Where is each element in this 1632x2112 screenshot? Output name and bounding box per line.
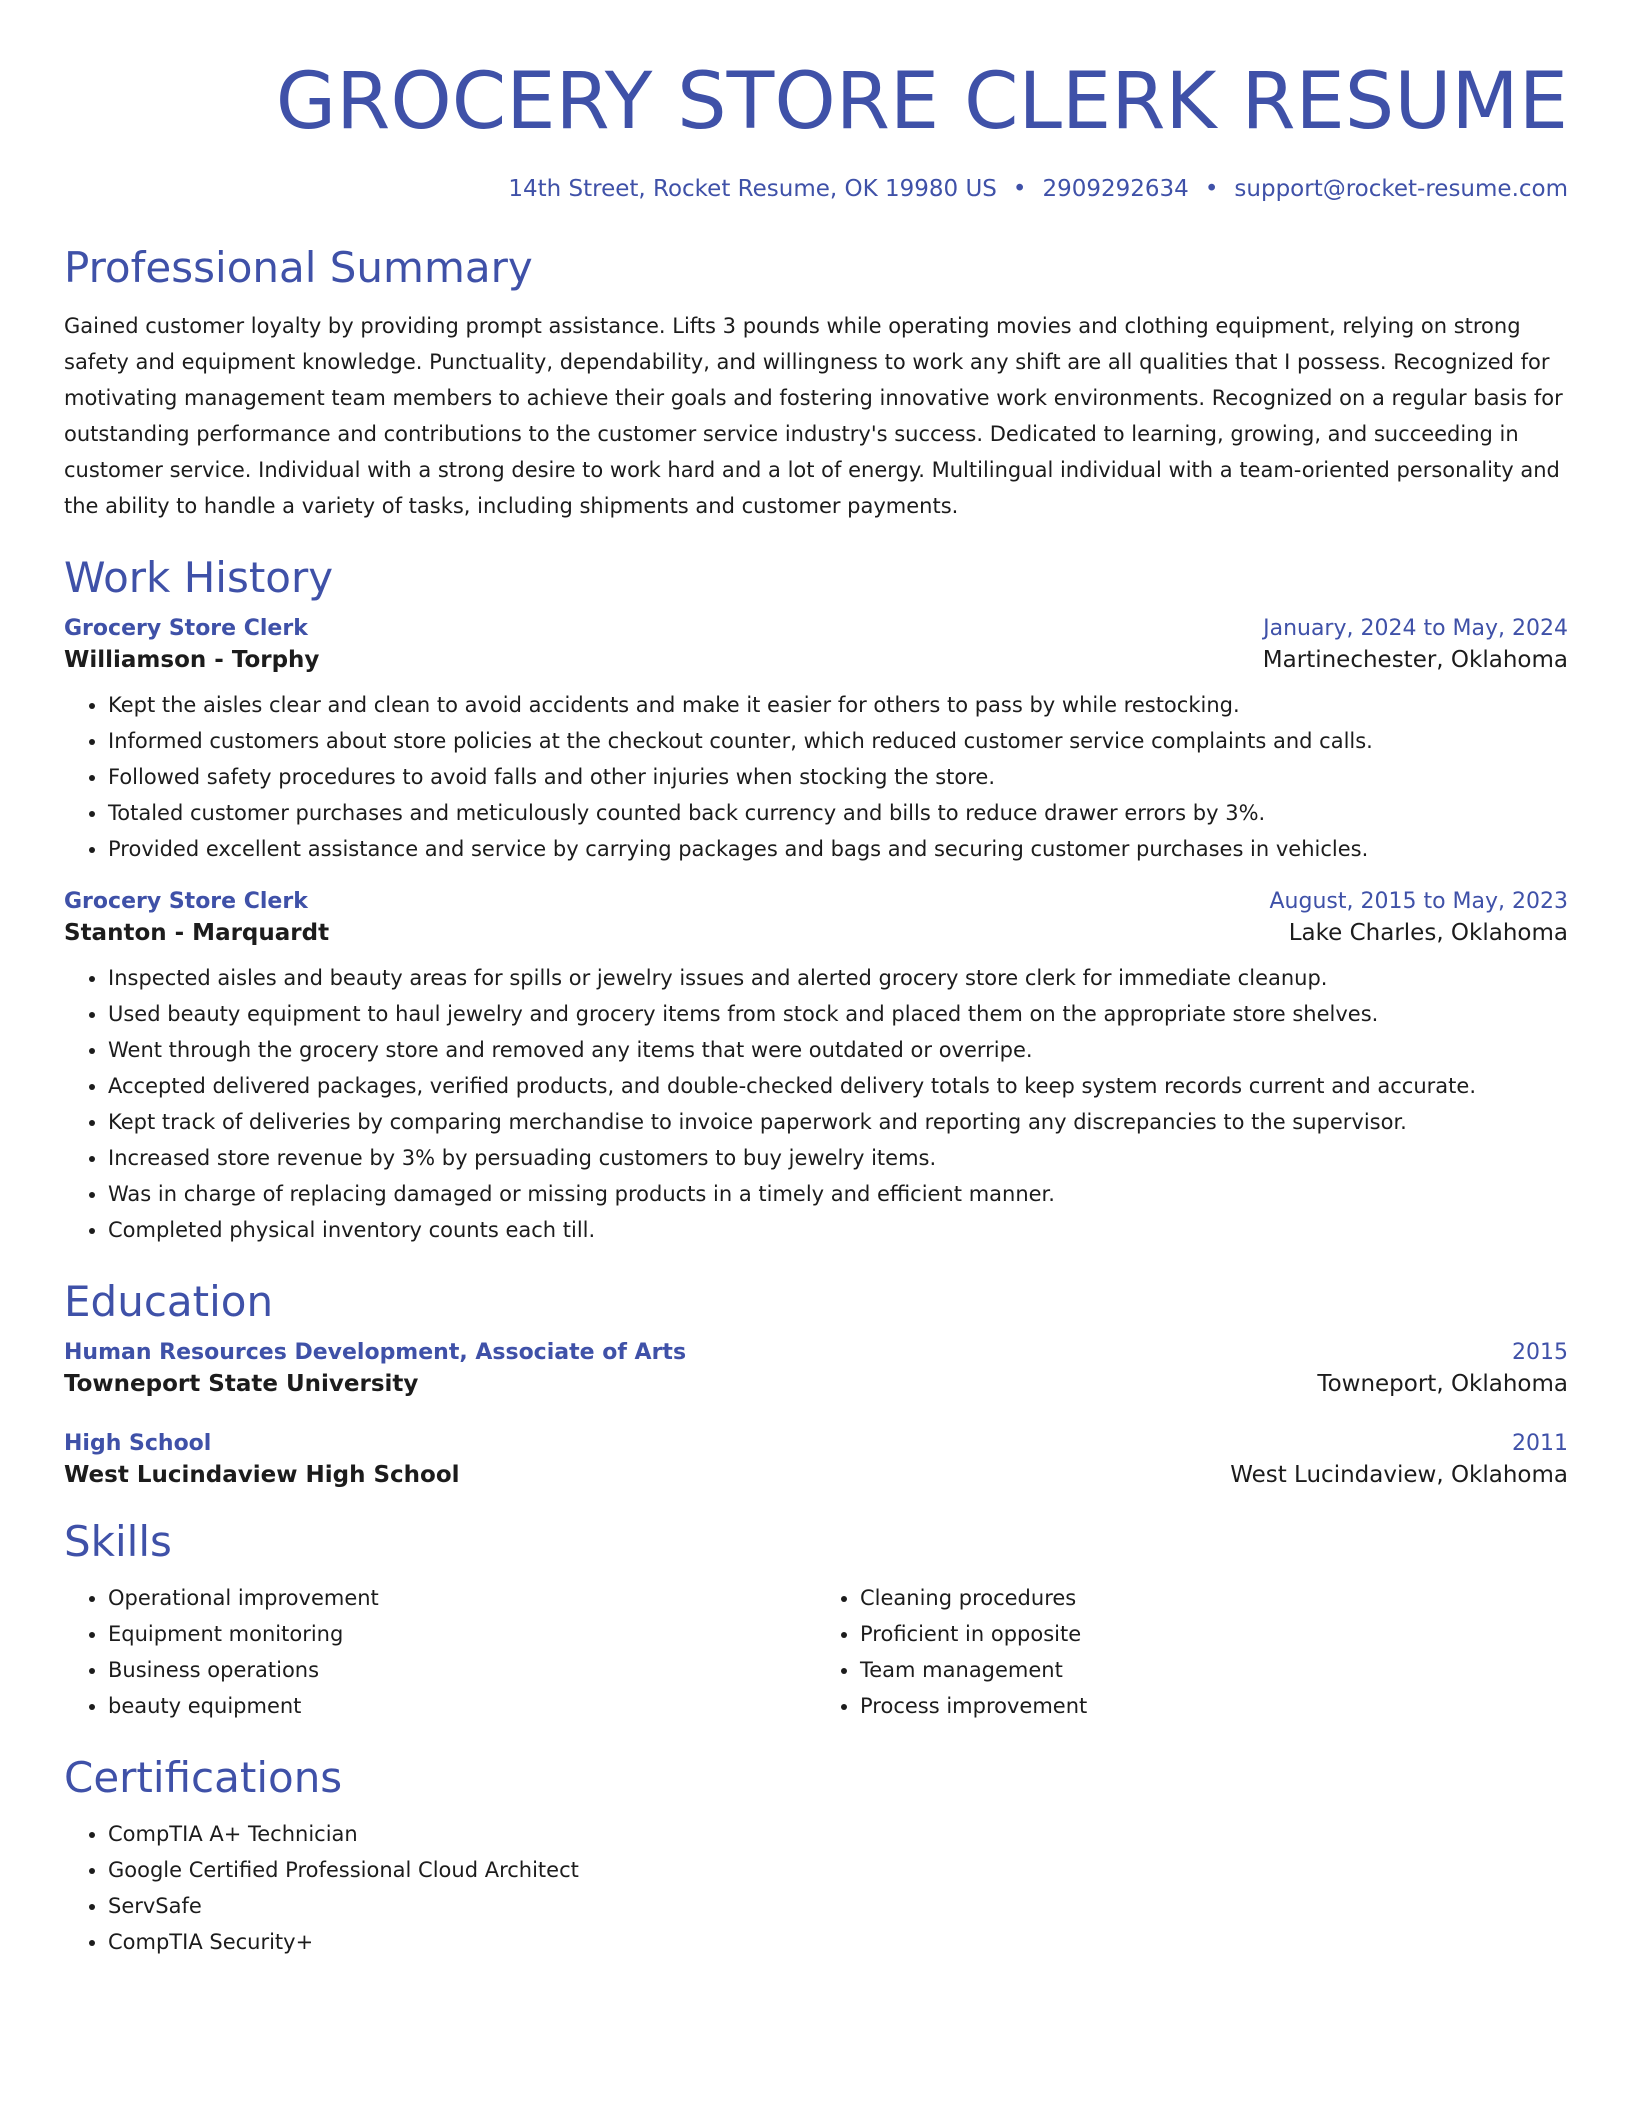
list-item: • ServSafe [108,1888,1568,1924]
list-item: • Accepted delivered packages, verified products, and double-checked delivery totals to keep system records current and accurate. [108,1068,1568,1104]
education-header-row [64,1431,1568,1456]
job-title: Grocery Store Clerk [64,889,308,914]
education-location: West Lucindaview, Oklahoma [1230,1462,1568,1488]
job-title: Grocery Store Clerk [64,616,308,641]
job-dates: January, 2024 to May, 2024 [1263,616,1568,641]
education-degree: High School [64,1431,212,1456]
list-item: • Kept track of deliveries by comparing merchandise to invoice paperwork and reporting any discrepancies to the supervisor. [108,1104,1568,1140]
work-history-heading: Work History [64,553,334,602]
list-item: • Business operations [108,1652,816,1688]
education-school: West Lucindaview High School [64,1462,460,1488]
certifications-heading: Certifications [64,1753,343,1802]
list-item: • Went through the grocery store and removed any items that were outdated or overripe. [108,1032,1568,1068]
job-location: Martinechester, Oklahoma [1262,647,1568,673]
job-dates: August, 2015 to May, 2023 [1269,889,1568,914]
list-item: • Google Certified Professional Cloud Architect [108,1852,1568,1888]
list-item: • Team management [860,1652,1568,1688]
job-duties-list [64,960,1568,1248]
job-location: Lake Charles, Oklahoma [1288,920,1568,946]
education-school: Towneport State University [64,1371,419,1397]
contact-phone: 2909292634 [1042,176,1189,202]
list-item: • Completed physical inventory counts each till. [108,1212,1568,1248]
list-item: • CompTIA Security+ [108,1924,1568,1960]
education-school-row [64,1371,1568,1397]
list-item: • Followed safety procedures to avoid falls and other injuries when stocking the store. [108,759,1568,795]
education-entry [64,1340,1568,1397]
job-header-row [64,616,1568,641]
job-company-row [64,647,1568,673]
list-item: • Cleaning procedures [860,1580,1568,1616]
skills-heading: Skills [64,1517,172,1566]
skills-list-left [64,1580,816,1724]
education-year: 2011 [1512,1431,1568,1456]
job-company: Stanton - Marquardt [64,920,330,946]
list-item: • Increased store revenue by 3% by persuading customers to buy jewelry items. [108,1140,1568,1176]
contact-separator: • [1012,176,1027,202]
job-duties-list [64,687,1568,867]
list-item: • Process improvement [860,1688,1568,1724]
education-header-row [64,1340,1568,1365]
summary-text: Gained customer loyalty by providing prompt assistance. Lifts 3 pounds while operating movies and clothing equipment, relying on strong safety and equipment knowledge. Punctuality, dependability, and willingness to work any shift are all qualities that I possess. Recognized for motivating management team members to achieve their goals and fostering innovative work environments. Recognized on a regular basis for outstanding performance and contributions to the customer service industry's success. Dedicated to learning, growing, and succeeding in customer service. Individual with a strong desire to work hard and a lot of energy. Multilingual individual with a team-oriented personality and the ability to handle a variety of tasks, including shipments and customer payments. [64,314,1563,518]
list-item: • Proficient in opposite [860,1616,1568,1652]
list-item: • Inspected aisles and beauty areas for spills or jewelry issues and alerted grocery store clerk for immediate cleanup. [108,960,1568,996]
job-entry [64,889,1568,1248]
certifications-list [64,1816,1568,1960]
list-item: • Used beauty equipment to haul jewelry and grocery items from stock and placed them on the appropriate store shelves. [108,996,1568,1032]
summary-heading: Professional Summary [64,243,533,292]
list-item: • Was in charge of replacing damaged or missing products in a timely and efficient manner. [108,1176,1568,1212]
resume-title: GROCERY STORE CLERK RESUME [275,57,1568,147]
list-item: • Provided excellent assistance and service by carrying packages and bags and securing customer purchases in vehicles. [108,831,1568,867]
skills-grid [64,1580,1568,1724]
list-item: • Kept the aisles clear and clean to avoid accidents and make it easier for others to pass by while restocking. [108,687,1568,723]
education-year: 2015 [1512,1340,1568,1365]
list-item: • Totaled customer purchases and meticulously counted back currency and bills to reduce drawer errors by 3%. [108,795,1568,831]
job-company-row [64,920,1568,946]
education-heading: Education [64,1277,274,1326]
education-location: Towneport, Oklahoma [1317,1371,1568,1397]
education-entry [64,1431,1568,1488]
list-item: • Informed customers about store policies at the checkout counter, which reduced customer service complaints and calls. [108,723,1568,759]
job-header-row [64,889,1568,914]
education-degree: Human Resources Development, Associate of Arts [64,1340,687,1365]
education-school-row [64,1462,1568,1488]
skills-list-right [816,1580,1568,1724]
contact-address: 14th Street, Rocket Resume, OK 19980 US [508,176,997,202]
contact-line [64,174,1568,204]
list-item: • Equipment monitoring [108,1616,816,1652]
job-entry [64,616,1568,867]
contact-email: support@rocket-resume.com [1234,176,1568,202]
list-item: • CompTIA A+ Technician [108,1816,1568,1852]
contact-separator: • [1204,176,1219,202]
job-company: Williamson - Torphy [64,647,320,673]
list-item: • Operational improvement [108,1580,816,1616]
list-item: • beauty equipment [108,1688,816,1724]
